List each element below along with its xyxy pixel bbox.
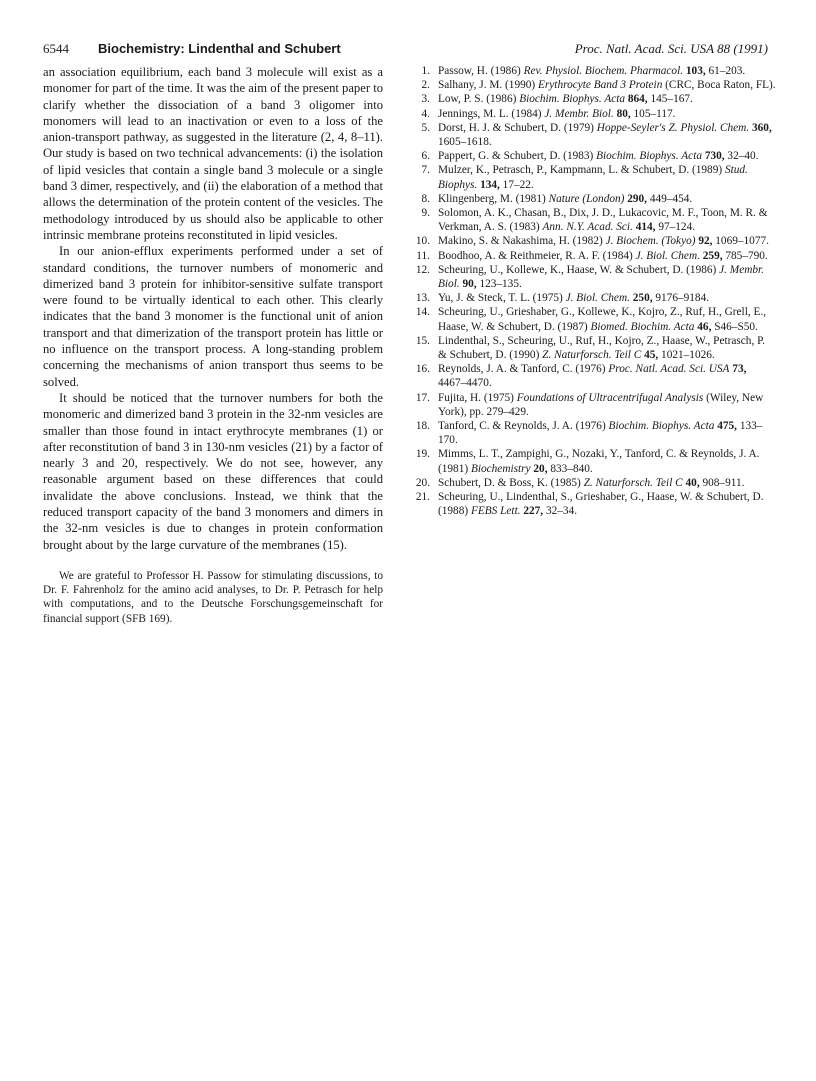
reference-number: 20. <box>415 476 430 489</box>
reference-item <box>412 192 776 206</box>
reference-volume: 864, <box>627 93 648 106</box>
reference-source: J. Membr. Biol. <box>544 107 614 120</box>
reference-item <box>412 149 776 163</box>
reference-source: Biochim. Biophys. Acta <box>596 150 702 163</box>
reference-authors: Makino, S. & Nakashima, H. (1982) <box>438 235 603 248</box>
reference-item <box>412 263 776 291</box>
reference-source: Proc. Natl. Acad. Sci. USA <box>608 363 730 376</box>
reference-authors: Scheuring, U., Lindenthal, S., Grieshaber, G., Haase, W. & Schubert, D. (1988) <box>438 491 764 518</box>
reference-volume: 414, <box>635 221 656 234</box>
acknowledgment: We are grateful to Professor H. Passow for stimulating discussions, to Dr. F. Fahrenholz for the amino acid analyses, to Dr. P. Petrasch for help with computations, and to the Deutsche Forschungsgemeinschaft for financial support (SFB 169). <box>43 569 383 625</box>
reference-volume: 73, <box>732 363 747 376</box>
reference-pages: 32–34. <box>545 505 578 518</box>
page-number: 6544 <box>43 41 69 56</box>
reference-number: 16. <box>415 363 430 376</box>
reference-number: 5. <box>421 121 430 134</box>
reference-source: Biochim. Biophys. Acta <box>608 420 715 433</box>
body-paragraph: It should be noticed that the turnover numbers for both the monomeric and dimerized band 3 protein in the 32-nm vesicles are smaller than those found in intact erythrocyte membranes (1) or after reconstitution of band 3 in 130-nm vesicles (21) by a factor of nearly 3 and 20, respectively. We do not see, however, any reasonable argument based on these differences that could invalidate the above conclusions. Instead, we think that the reduced transport capacity of the band 3 monomers and dimers in the 32-nm vesicles is due to changes in protein conformation brought about by the large curvature of the membranes (15). <box>43 390 383 552</box>
reference-pages: 908–911. <box>702 476 745 489</box>
reference-source: FEBS Lett. <box>470 505 521 518</box>
reference-number: 19. <box>415 448 430 461</box>
reference-item <box>412 78 776 92</box>
reference-volume: 20, <box>533 462 548 475</box>
reference-item <box>412 121 776 149</box>
reference-item <box>412 163 776 191</box>
reference-source: Nature (London) <box>548 192 625 205</box>
reference-volume: 730, <box>704 150 725 163</box>
reference-source: Ann. N.Y. Acad. Sci. <box>542 221 633 234</box>
reference-item <box>412 391 776 419</box>
reference-item <box>412 206 776 234</box>
reference-pages: (CRC, Boca Raton, FL). <box>665 79 776 92</box>
body-column <box>43 64 383 626</box>
reference-number: 4. <box>421 107 430 120</box>
reference-pages: 105–117. <box>633 107 676 120</box>
reference-source: J. Biol. Chem. <box>565 292 630 305</box>
reference-pages: 785–790. <box>725 249 768 262</box>
reference-volume: 360, <box>752 121 772 134</box>
reference-pages: 449–454. <box>649 192 693 205</box>
reference-pages: S46–S50. <box>714 320 758 333</box>
reference-volume: 134, <box>480 178 500 191</box>
reference-item <box>412 92 776 106</box>
reference-number: 14. <box>415 306 430 319</box>
reference-item <box>412 362 776 390</box>
reference-pages: 1069–1077. <box>715 235 769 248</box>
reference-authors: Low, P. S. (1986) <box>438 93 517 106</box>
reference-authors: Passow, H. (1986) <box>438 65 521 77</box>
reference-source: Z. Naturforsch. Teil C <box>542 349 642 362</box>
body-paragraph: an association equilibrium, each band 3 molecule will exist as a monomer for part of the time. It was the aim of the present paper to clarify whether the dissociation of a band 3 oligomer into monomers will lead to an inactivation or even to a loss of the anion-transport pathway, as suggested in the literature (2, 4, 8–11). Our study is based on two technical advancements: (i) the isolation of lipid vesicles that contain a single band 3 molecule or a single band 3 dimer, respectively, and (ii) the elaboration of a method that allows the determination of the protein content of the vesicles. The methodology introduced by us should also be applicable to other intrinsic membrane proteins reconstituted in lipid vesicles. <box>43 65 383 242</box>
reference-authors: Dorst, H. J. & Schubert, D. (1979) <box>438 121 594 134</box>
reference-item <box>412 64 776 78</box>
reference-authors: Boodhoo, A. & Reithmeier, R. A. F. (1984) <box>438 249 633 262</box>
reference-authors: Scheuring, U., Kollewe, K., Haase, W. & Schubert, D. (1986) <box>438 263 717 276</box>
reference-pages: 1021–1026. <box>661 349 715 362</box>
reference-authors: Pappert, G. & Schubert, D. (1983) <box>438 150 594 163</box>
reference-volume: 45, <box>644 349 659 362</box>
reference-number: 18. <box>415 420 430 433</box>
reference-authors: Tanford, C. & Reynolds, J. A. (1976) <box>438 420 606 433</box>
reference-pages: 145–167. <box>650 93 693 106</box>
reference-authors: Mimms, L. T., Zampighi, G., Nozaki, Y., Tanford, C. & Reynolds, J. A. (1981) <box>438 448 760 475</box>
reference-pages: 833–840. <box>550 462 593 475</box>
reference-volume: 80, <box>616 107 631 120</box>
reference-item <box>412 305 776 333</box>
reference-source: Biochim. Biophys. Acta <box>519 93 626 106</box>
reference-pages: 97–124. <box>658 221 696 234</box>
journal-citation: Proc. Natl. Acad. Sci. USA 88 (1991) <box>574 41 768 56</box>
body-paragraph: In our anion-efflux experiments performed under a set of standard conditions, the turnover numbers of monomeric and dimerized band 3 protein for inhibitor-sensitive sulfate transport were found to be virtually identical to each other. This clearly indicates that the band 3 monomer is the functional unit of anion transport and that dimerization of the transport protein has little or no influence on the transport process. A long-standing problem concerning the mechanisms of anion transport thus seems to be solved. <box>43 244 383 389</box>
reference-volume: 40, <box>685 476 700 489</box>
reference-volume: 46, <box>697 320 712 333</box>
reference-number: 6. <box>421 150 430 163</box>
reference-source: J. Membr. Biol. <box>438 263 764 291</box>
reference-number: 2. <box>421 79 430 92</box>
reference-authors: Klingenberg, M. (1981) <box>438 192 546 205</box>
reference-number: 21. <box>415 491 430 504</box>
reference-number: 10. <box>415 235 430 248</box>
running-title: Biochemistry: Lindenthal and Schubert <box>98 41 341 56</box>
reference-item <box>412 291 776 305</box>
reference-source: J. Biol. Chem. <box>635 249 700 262</box>
reference-item <box>412 234 776 248</box>
reference-pages: (Wiley, New York), pp. 279–429. <box>438 391 764 418</box>
reference-pages: 133–170. <box>438 420 763 447</box>
reference-source: Stud. Biophys. <box>438 164 748 191</box>
reference-authors: Fujita, H. (1975) <box>438 391 514 404</box>
reference-volume: 227, <box>523 505 544 518</box>
reference-pages: 123–135. <box>479 278 522 291</box>
reference-source: Foundations of Ultracentrifugal Analysis <box>516 391 704 404</box>
reference-volume: 250, <box>632 292 653 305</box>
reference-authors: Schubert, D. & Boss, K. (1985) <box>438 476 581 489</box>
reference-number: 3. <box>421 93 430 106</box>
reference-number: 8. <box>421 192 430 205</box>
reference-item <box>412 334 776 362</box>
reference-source: Hoppe-Seyler's Z. Physiol. Chem. <box>596 121 750 134</box>
reference-pages: 17–22. <box>502 178 534 191</box>
reference-number: 11. <box>416 249 430 262</box>
reference-volume: 290, <box>627 192 648 205</box>
reference-authors: Solomon, A. K., Chasan, B., Dix, J. D., Lukacovic, M. F., Toon, M. R. & Verkman, A. S. (1983) <box>438 207 768 234</box>
reference-item <box>412 447 776 475</box>
reference-volume: 103, <box>685 65 706 77</box>
reference-authors: Scheuring, U., Grieshaber, G., Kollewe, K., Kojro, Z., Ruf, H., Grell, E., Haase, W. & Schubert, D. (1987) <box>438 306 767 333</box>
reference-volume: 90, <box>462 278 477 291</box>
reference-list <box>412 64 776 519</box>
reference-authors: Lindenthal, S., Scheuring, U., Ruf, H., Kojro, Z., Haase, W., Petrasch, P. & Schubert, D. (1990) <box>438 334 765 362</box>
reference-authors: Salhany, J. M. (1990) <box>438 79 536 92</box>
reference-pages: 61–203. <box>708 65 746 77</box>
reference-item <box>412 490 776 518</box>
reference-number: 7. <box>421 164 430 177</box>
reference-source: J. Biochem. (Tokyo) <box>605 235 696 248</box>
reference-source: Erythrocyte Band 3 Protein <box>538 79 663 92</box>
reference-volume: 92, <box>698 235 713 248</box>
reference-source: Z. Naturforsch. Teil C <box>583 476 683 489</box>
reference-item <box>412 419 776 447</box>
reference-number: 15. <box>415 334 430 347</box>
reference-authors: Yu, J. & Steck, T. L. (1975) <box>438 292 563 305</box>
reference-authors: Mulzer, K., Petrasch, P., Kampmann, L. & Schubert, D. (1989) <box>438 164 723 177</box>
reference-number: 13. <box>415 292 430 305</box>
reference-source: Rev. Physiol. Biochem. Pharmacol. <box>523 65 684 77</box>
reference-number: 12. <box>415 263 430 276</box>
reference-number: 17. <box>415 391 430 404</box>
reference-authors: Reynolds, J. A. & Tanford, C. (1976) <box>438 363 606 376</box>
reference-volume: 259, <box>702 249 723 262</box>
reference-item <box>412 249 776 263</box>
reference-authors: Jennings, M. L. (1984) <box>438 107 542 120</box>
reference-pages: 1605–1618. <box>438 136 492 149</box>
reference-number: 9. <box>421 207 430 220</box>
reference-source: Biochemistry <box>470 462 531 475</box>
reference-source: Biomed. Biochim. Acta <box>590 320 695 333</box>
reference-item <box>412 107 776 121</box>
references-column <box>412 64 776 519</box>
reference-number: 1. <box>421 65 430 77</box>
reference-volume: 475, <box>717 420 737 433</box>
reference-pages: 4467–4470. <box>438 377 492 390</box>
reference-pages: 32–40. <box>727 150 759 163</box>
reference-pages: 9176–9184. <box>655 292 710 305</box>
reference-item <box>412 476 776 490</box>
